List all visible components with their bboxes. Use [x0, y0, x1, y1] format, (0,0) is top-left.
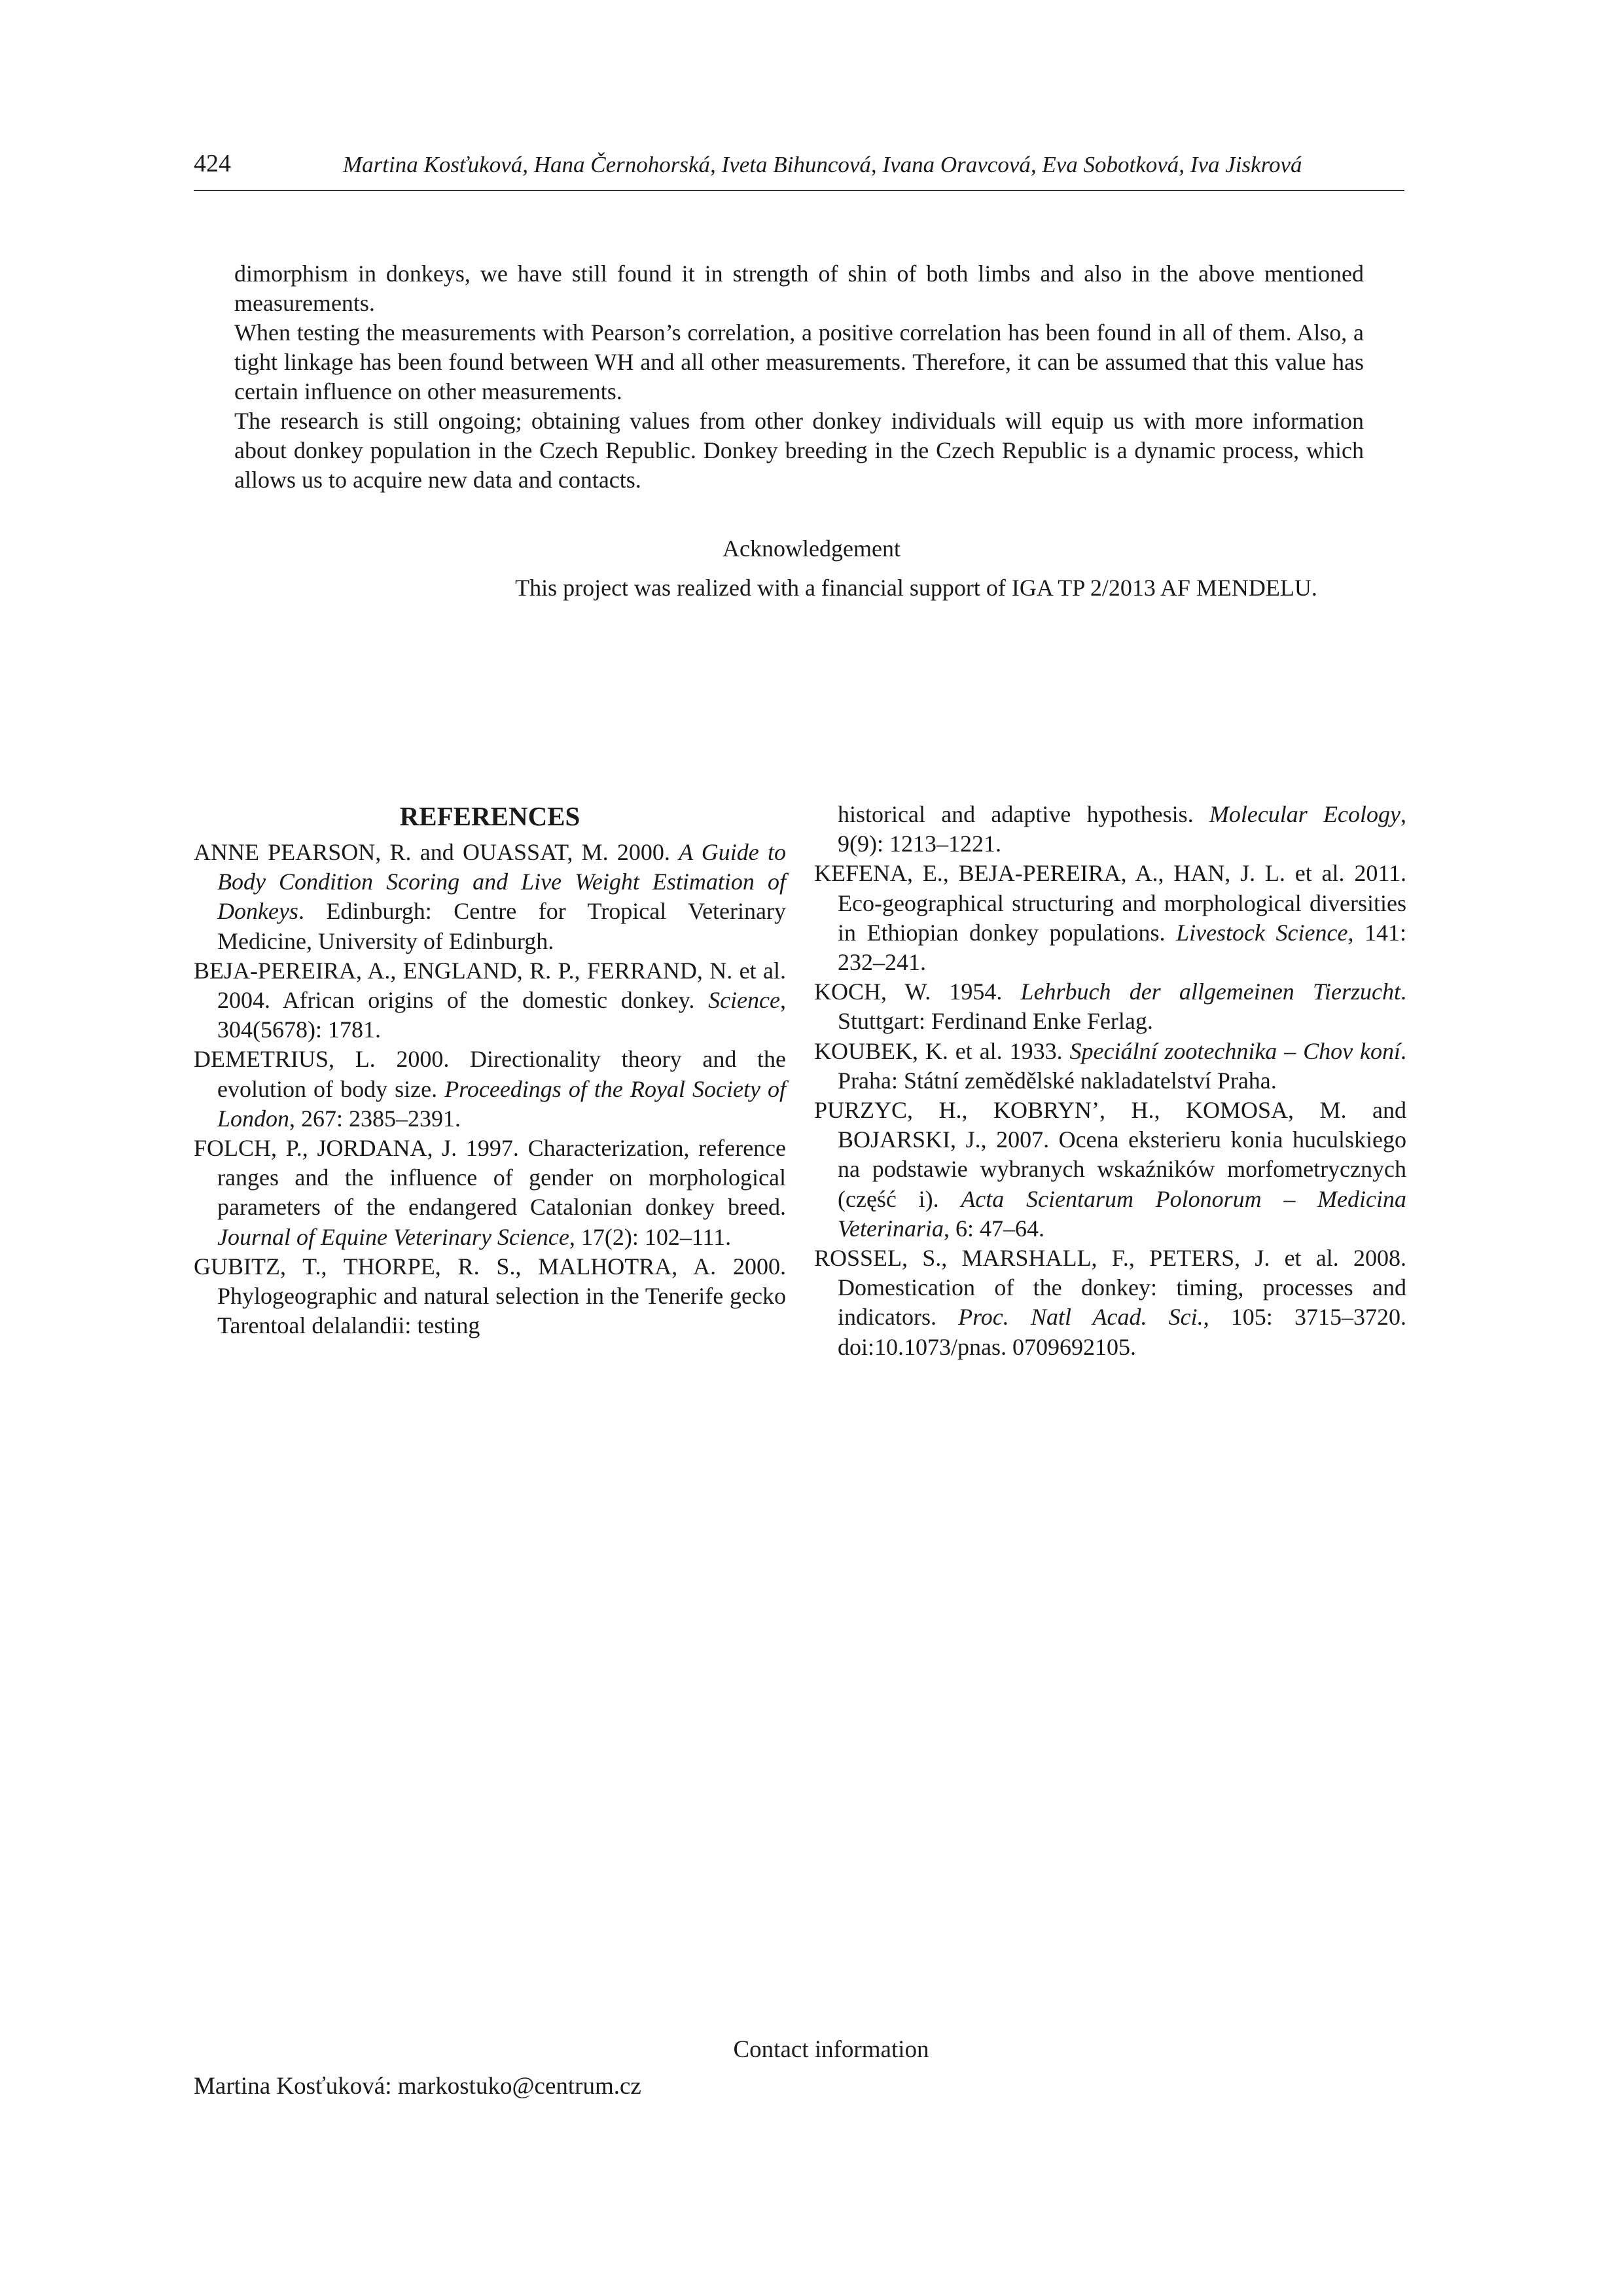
reference-entry: KOCH, W. 1954. Lehrbuch der allgemeinen Tierzucht. Stuttgart: Ferdinand Enke Ferlag. [814, 978, 1406, 1035]
page-number: 424 [194, 150, 231, 177]
body-paragraph: When testing the measurements with Pearson’s correlation, a positive correlation has been found in all of them. Also, a tight linkage has been found between WH and all other measurements. Therefore, it can be assumed that this value has certain influence on other measurements. [234, 319, 1364, 404]
header-authors: Martina Kosťuková, Hana Černohorská, Iveta Bihuncová, Ivana Oravcová, Eva Sobotková, Iva Jiskrová [343, 152, 1302, 177]
acknowledgement-title: Acknowledgement [722, 535, 901, 562]
reference-entry: DEMETRIUS, L. 2000. Directionality theory and the evolution of body size. Proceedings of the Royal Society of London, 267: 2385–2391. [194, 1046, 786, 1132]
reference-entry: KEFENA, E., BEJA-PEREIRA, A., HAN, J. L. et al. 2011. Eco-geographical structuring and morphological diversities in Ethiopian donkey populations. Livestock Science, 141: 232–241. [814, 860, 1406, 976]
references-left-column [194, 800, 786, 1340]
reference-entry: ROSSEL, S., MARSHALL, F., PETERS, J. et al. 2008. Domestication of the donkey: timing, processes and indicators. Proc. Natl Acad. Sci., 105: 3715–3720. doi:10.1073/pnas. 0709692105. [814, 1245, 1406, 1360]
reference-entry: BEJA-PEREIRA, A., ENGLAND, R. P., FERRAND, N. et al. 2004. African origins of the domestic donkey. Science, 304(5678): 1781. [194, 957, 786, 1043]
reference-entry: PURZYC, H., KOBRYN’, H., KOMOSA, M. and BOJARSKI, J., 2007. Ocena eksterieru konia huculskiego na podstawie wybranych wskaźników morfometrycznych (część i). Acta Scientarum Polonorum – Medicina Veterinaria, 6: 47–64. [814, 1097, 1407, 1242]
running-header [194, 149, 1404, 191]
reference-entry: FOLCH, P., JORDANA, J. 1997. Characterization, reference ranges and the influence of gender on morphological parameters of the endangered Catalonian donkey breed. Journal of Equine Veterinary Science, 17(2): 102–111. [194, 1135, 786, 1250]
reference-entry: KOUBEK, K. et al. 1933. Speciální zootechnika – Chov koní. Praha: Státní zemědělské nakladatelství Praha. [814, 1037, 1406, 1094]
references-right-column [814, 800, 1406, 1362]
body-paragraph: The research is still ongoing; obtaining values from other donkey individuals will equip us with more information about donkey population in the Czech Republic. Donkey breeding in the Czech Republic is a dynamic process, which allows us to acquire new data and contacts. [234, 408, 1364, 493]
contact-title: Contact information [733, 2036, 929, 2063]
reference-entry: GUBITZ, T., THORPE, R. S., MALHOTRA, A. 2000. Phylogeographic and natural selection in the Tenerife gecko Tarentoal delalandii: testing [194, 1253, 786, 1339]
body-text [234, 259, 1364, 495]
reference-entry: ANNE PEARSON, R. and OUASSAT, M. 2000. A Guide to Body Condition Scoring and Live Weight Estimation of Donkeys. Edinburgh: Centre for Tropical Veterinary Medicine, University of Edinburgh. [194, 839, 786, 954]
contact-line: Martina Kosťuková: markostuko@centrum.cz [194, 2073, 641, 2100]
reference-continuation: historical and adaptive hypothesis. Molecular Ecology, 9(9): 1213–1221. [838, 801, 1406, 857]
acknowledgement-text: This project was realized with a financial support of IGA TP 2/2013 AF MENDELU. [515, 575, 1317, 601]
references-heading: REFERENCES [399, 801, 580, 831]
body-paragraph: dimorphism in donkeys, we have still found it in strength of shin of both limbs and also in the above mentioned measurements. [234, 260, 1364, 316]
